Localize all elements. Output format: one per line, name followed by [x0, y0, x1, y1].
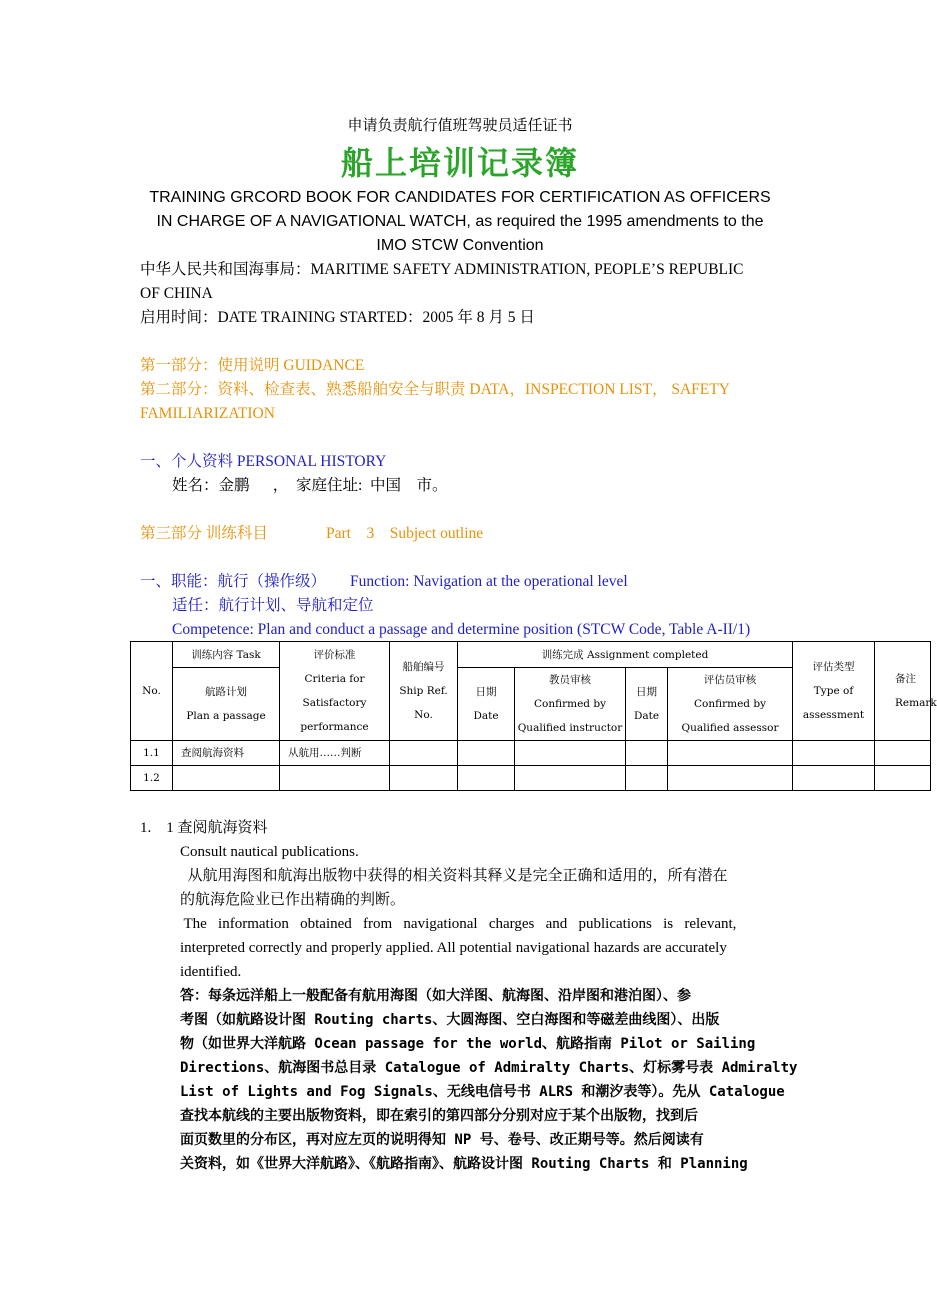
row-no: 1.1: [131, 741, 173, 766]
row-cell: [390, 741, 458, 766]
part3-heading-cn: 第三部分 训练科目: [140, 525, 268, 542]
english-title: TRAINING GRCORD BOOK FOR CANDIDATES FOR CERTIFICATION AS OFFICERS IN CHARGE OF A NAVIGATIONAL WATCH, as required the 1995 amendments to the IMO STCW Convention: [149, 189, 771, 254]
row-no: 1.2: [131, 766, 173, 791]
part3-heading-en: Part 3 Subject outline: [326, 525, 484, 542]
col-no-header: No.: [131, 642, 173, 741]
date2-en: Date: [633, 710, 660, 722]
answer-line-1: 答：每条远洋船上一般配备有航用海图（如大洋图、航海图、沿岸图和港泊图）、参: [180, 988, 691, 1004]
date-en: Date: [473, 710, 499, 722]
col-assignment-header: 训练完成 Assignment completed: [458, 642, 793, 668]
row-cell: [515, 741, 626, 766]
date2-header: [626, 668, 668, 741]
row-cell: [626, 741, 668, 766]
instructor-en-2: Qualified instructor: [517, 722, 623, 734]
competence-en: Competence: Plan and conduct a passage and determine position (STCW Code, Table A-II/1): [172, 621, 751, 638]
criteria-en-1: Criteria for: [304, 673, 365, 685]
row-criteria: [280, 766, 390, 791]
assessor-en-2: Qualified assessor: [681, 722, 779, 734]
en-paragraph-line-3: identified.: [180, 964, 242, 980]
part2-heading-line2: FAMILIARIZATION: [140, 405, 275, 422]
answer-line-2: 考图（如航路设计图 Routing charts、大圆海图、空白海图和等磁差曲线图）、出版: [180, 1012, 720, 1028]
instructor-header: [515, 668, 626, 741]
row-task: 查阅航海资料: [173, 741, 280, 766]
type-en-1: Type of: [813, 685, 854, 697]
row-cell: [626, 766, 668, 791]
answer-line-4: Directions、航海图书总目录 Catalogue of Admiralty Charts、灯标雾号表 Admiralty: [180, 1060, 798, 1076]
document-title: 船上培训记录簿: [340, 144, 579, 182]
part2-heading-line1: 第二部分：资料、检查表、熟悉船舶安全与职责 DATA，INSPECTION LIST， SAFETY: [140, 381, 730, 398]
assessor-header: [668, 668, 793, 741]
col-ship-header: [390, 642, 458, 741]
row-cell: [793, 741, 875, 766]
row-cell: [668, 766, 793, 791]
answer-line-7: 面页数里的分布区，再对应左页的说明得知 NP 号、卷号、改正期号等。然后阅读有: [180, 1132, 704, 1148]
competence-cn: 适任：航行计划、导航和定位: [172, 597, 374, 614]
col-criteria-header: [280, 642, 390, 741]
instructor-en-1: Confirmed by: [533, 698, 607, 710]
answer-line-6: 查找本航线的主要出版物资料，即在索引的第四部分分别对应于某个出版物，找到后: [180, 1108, 698, 1124]
type-cn: 评估类型: [812, 661, 855, 673]
ship-cn: 船舶编号: [402, 661, 445, 673]
row-task: [173, 766, 280, 791]
task-sub-header: [173, 668, 280, 741]
date2-cn: 日期: [636, 686, 657, 698]
row-cell: [458, 741, 515, 766]
authority-line-1: 中华人民共和国海事局：MARITIME SAFETY ADMINISTRATION, PEOPLE’S REPUBLIC: [140, 261, 744, 278]
en-paragraph-line-1: The information obtained from navigational charges and publications is relevant,: [180, 916, 737, 932]
part1-heading: 第一部分：使用说明 GUIDANCE: [140, 357, 365, 374]
row-cell: [793, 766, 875, 791]
assessor-cn: 评估员审核: [703, 674, 757, 686]
date-started: 启用时间：DATE TRAINING STARTED：2005 年 8 月 5 日: [140, 309, 535, 326]
row-cell: [875, 766, 931, 791]
row-cell: [390, 766, 458, 791]
training-table: [130, 641, 937, 791]
remark-cn: 备注: [895, 673, 917, 685]
assessor-en-1: Confirmed by: [693, 698, 767, 710]
personal-history-heading: 一、个人资料 PERSONAL HISTORY: [140, 453, 387, 470]
table-row: [131, 741, 931, 766]
function-heading-en: Function: Navigation at the operational level: [350, 573, 628, 590]
table-row: [131, 766, 931, 791]
answer-line-8: 关资料，如《世界大洋航路》、《航路指南》、航路设计图 Routing Charts 和 Planning: [180, 1156, 748, 1172]
answer-line-3: 物（如世界大洋航路 Ocean passage for the world、航路指南 Pilot or Sailing: [180, 1036, 756, 1052]
col-task-header: 训练内容 Task: [173, 642, 280, 668]
row-cell: [875, 741, 931, 766]
instructor-cn: 教员审核: [549, 674, 591, 686]
remark-en: Remark: [895, 697, 937, 709]
criteria-en-3: performance: [300, 721, 369, 733]
ship-en-2: No.: [414, 709, 433, 721]
ship-en-1: Ship Ref.: [399, 685, 448, 697]
section-heading: 1. 1 查阅航海资料: [140, 820, 268, 836]
criteria-cn: 评价标准: [313, 649, 356, 661]
cn-paragraph-line-1: 从航用海图和航海出版物中获得的相关资料其释义是完全正确和适用的，所有潜在: [180, 868, 728, 884]
col-type-header: [793, 642, 875, 741]
row-criteria: 从航用……判断: [280, 741, 390, 766]
section-en-title: Consult nautical publications.: [180, 844, 359, 860]
date-cn: 日期: [475, 686, 497, 698]
col-remark-header: [875, 642, 937, 741]
authority-line-2: OF CHINA: [140, 285, 213, 302]
row-cell: [515, 766, 626, 791]
function-heading-cn: 一、职能：航行（操作级）: [140, 573, 327, 590]
date-header: [458, 668, 515, 741]
row-cell: [458, 766, 515, 791]
cn-paragraph-line-2: 的航海危险业已作出精确的判断。: [180, 892, 406, 908]
answer-line-5: List of Lights and Fog Signals、无线电信号书 ALRS 和潮汐表等）。先从 Catalogue: [180, 1084, 785, 1100]
criteria-en-2: Satisfactory: [302, 697, 367, 709]
task-sub-cn: 航路计划: [205, 686, 247, 698]
row-cell: [668, 741, 793, 766]
personal-details: 姓名：金鹏 ， 家庭住址: 中国 市。: [172, 477, 448, 494]
task-sub-en: Plan a passage: [186, 710, 266, 722]
en-paragraph-line-2: interpreted correctly and properly applied. All potential navigational hazards are accurately: [180, 940, 727, 956]
document-subtitle: 申请负责航行值班驾驶员适任证书: [347, 116, 573, 134]
type-en-2: assessment: [802, 709, 865, 721]
